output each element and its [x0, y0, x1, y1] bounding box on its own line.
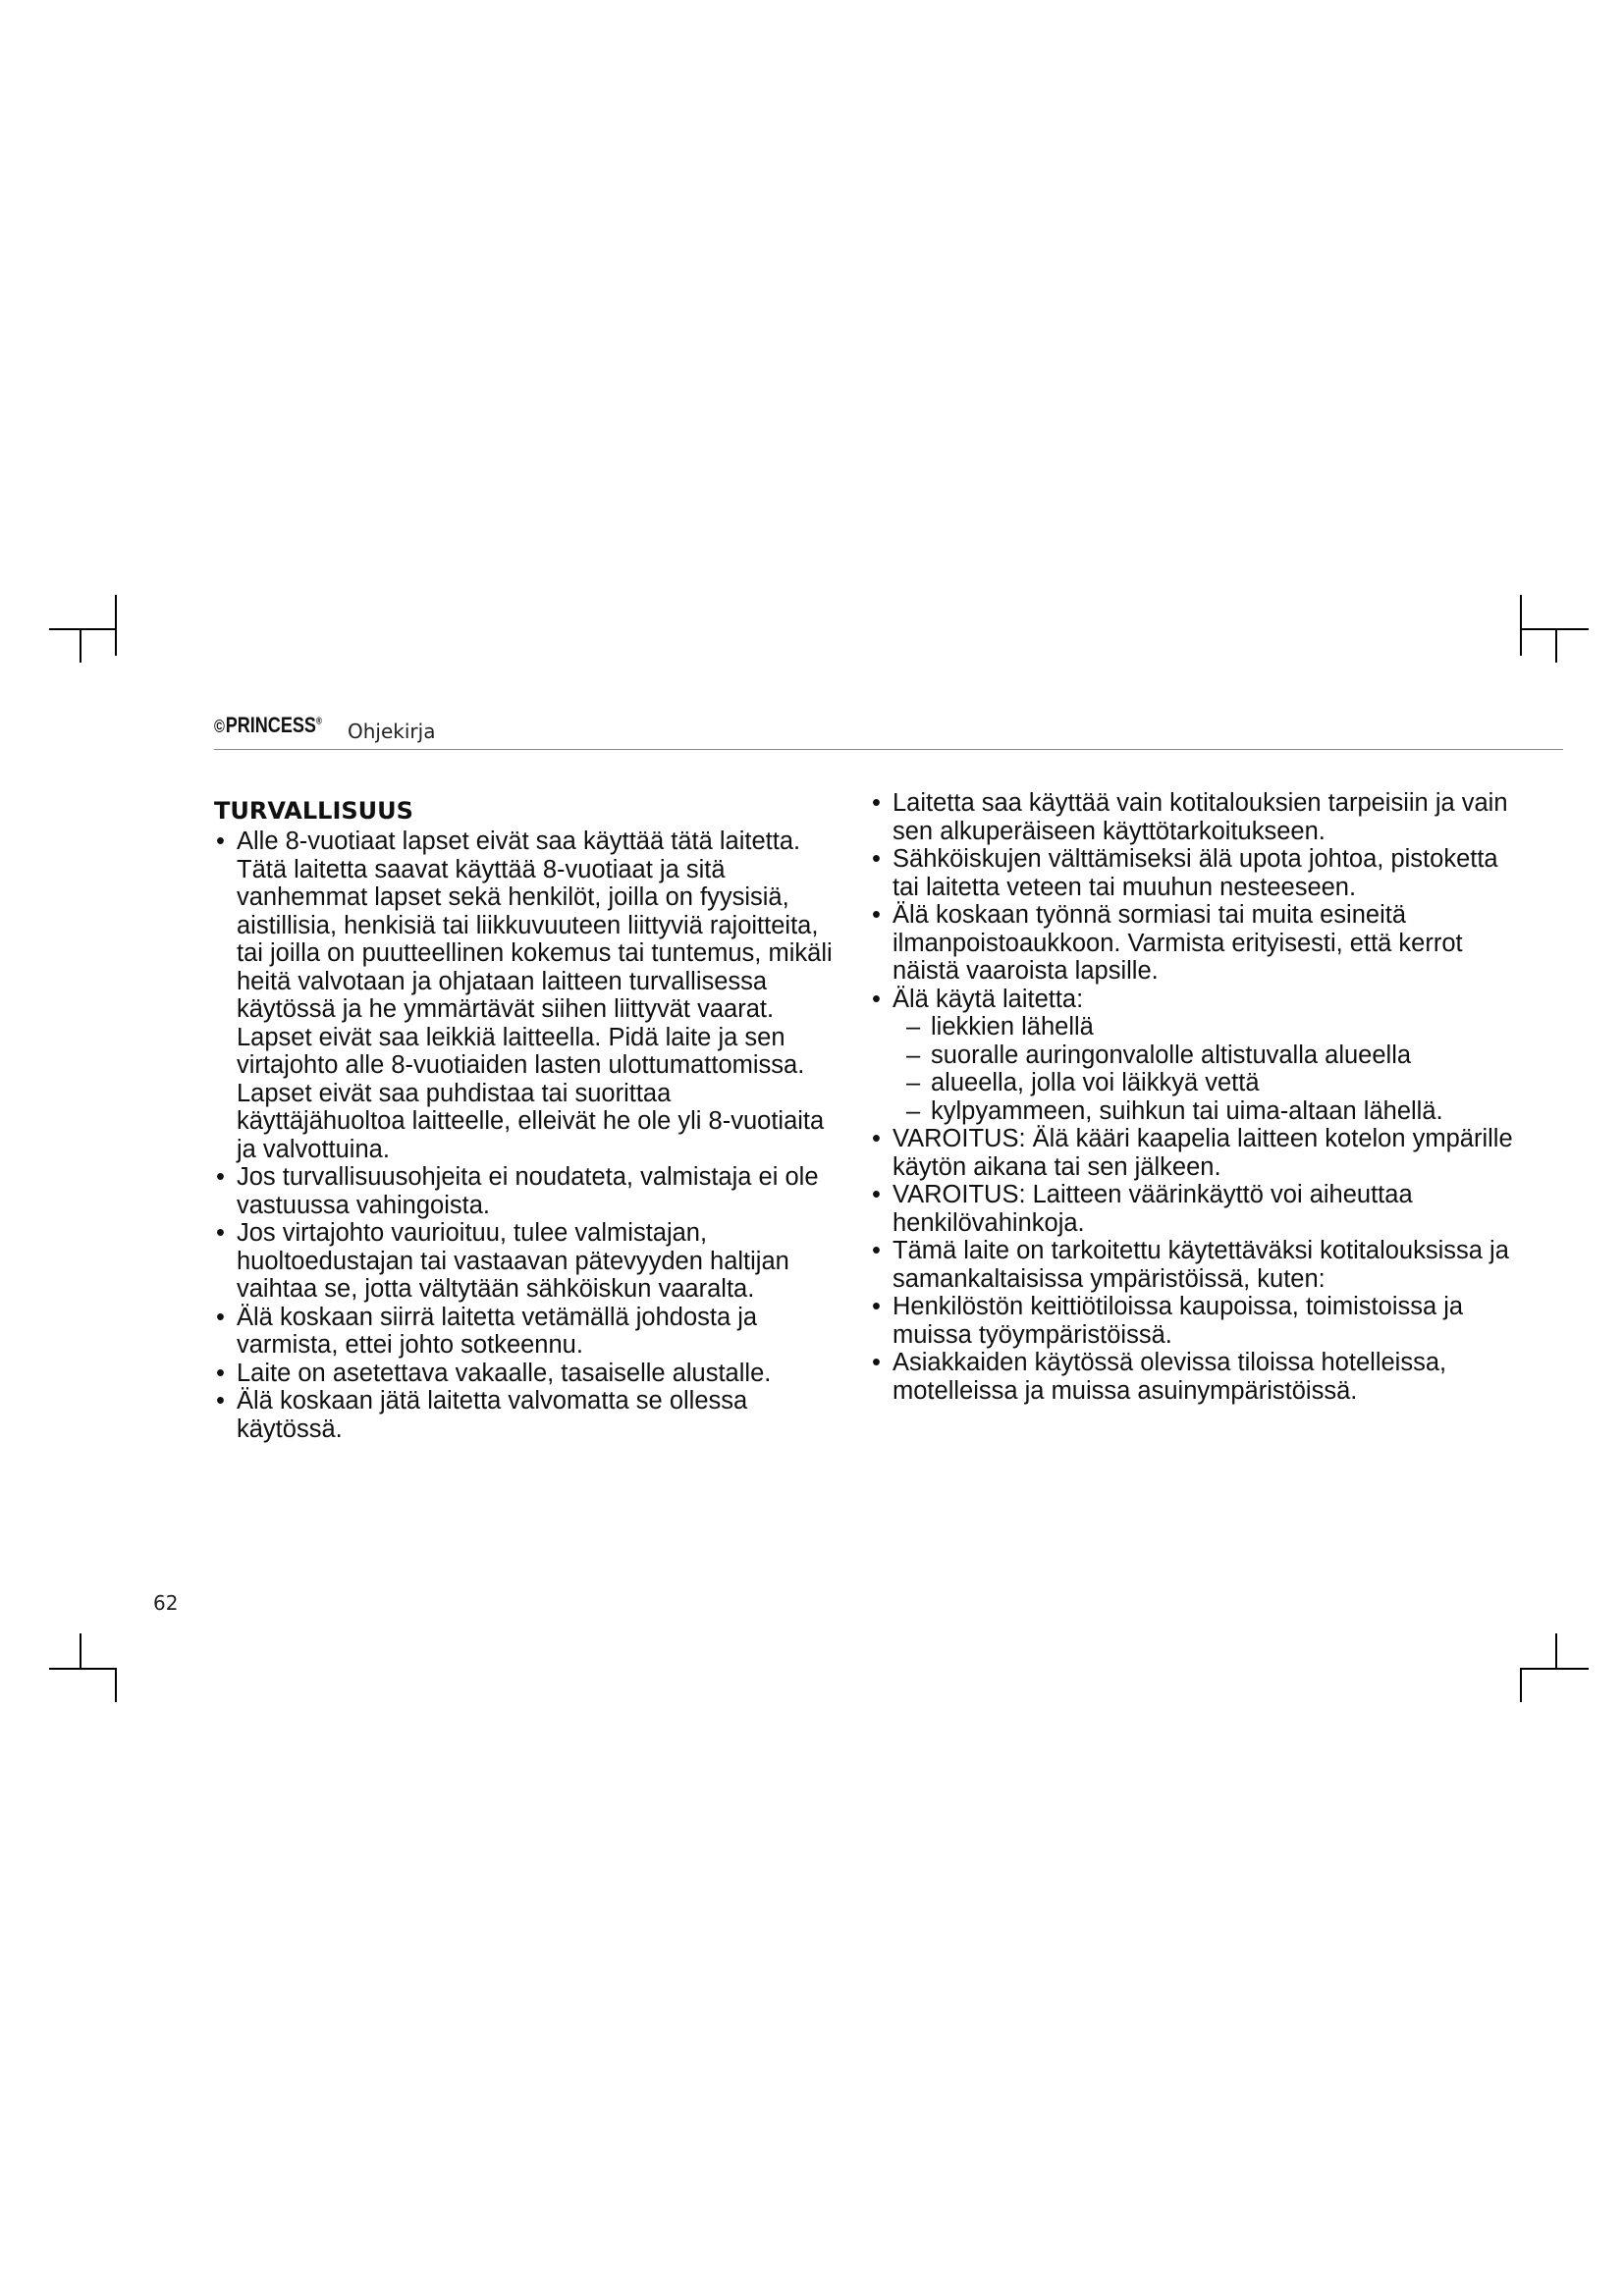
manual-subtitle: Ohjekirja	[348, 720, 436, 743]
crop-mark	[80, 1633, 81, 1668]
list-item: • VAROITUS: Laitteen väärinkäyttö voi aiheuttaa henkilövahinkoja.	[870, 1181, 1518, 1237]
crop-mark	[49, 628, 116, 630]
right-column	[870, 789, 1518, 1405]
brand-logo	[214, 713, 322, 738]
crop-mark	[1555, 1633, 1557, 1668]
list-item: • Älä koskaan työnnä sormiasi tai muita esineitä ilmanpoistoaukkoon. Varmista erityisesti, että kerrot näistä vaaroista lapsille.	[870, 901, 1518, 986]
crop-mark	[1520, 628, 1589, 630]
list-item: • Henkilöstön keittiötiloissa kaupoissa, toimistoissa ja muissa työympäristöissä.	[870, 1293, 1518, 1349]
page-header	[214, 709, 1563, 744]
brand-name: PRINCESS	[225, 713, 316, 737]
crop-mark	[1520, 1668, 1522, 1702]
sublist-item: – alueella, jolla voi läikkyä vettä	[893, 1069, 1518, 1097]
crop-mark	[49, 1668, 116, 1670]
header-divider	[214, 749, 1563, 750]
left-column	[214, 797, 842, 1443]
list-item: • Asiakkaiden käytössä olevissa tiloissa hotelleissa, motelleissa ja muissa asuinympäristöissä.	[870, 1349, 1518, 1405]
crop-mark	[80, 628, 81, 663]
sublist-item: – liekkien lähellä	[893, 1013, 1518, 1041]
list-item: • Laitetta saa käyttää vain kotitalouksien tarpeisiin ja vain sen alkuperäiseen käyttötarkoitukseen.	[870, 789, 1518, 845]
list-item-dont-use	[870, 986, 1518, 1126]
crop-mark	[1555, 628, 1557, 663]
safety-list-right	[870, 789, 1518, 1405]
brand-mark-icon: ©	[214, 717, 225, 736]
page-number: 62	[153, 1591, 179, 1615]
crop-mark	[1520, 595, 1522, 656]
crop-mark	[115, 595, 117, 656]
list-item: • Tämä laite on tarkoitettu käytettäväksi kotitalouksissa ja samankaltaisissa ympäristöissä, kuten:	[870, 1237, 1518, 1293]
section-title: TURVALLISUUS	[214, 797, 413, 825]
list-item-label: Älä käytä laitetta:	[893, 985, 1084, 1013]
brand-trademark: ®	[315, 716, 322, 727]
list-item: • Älä koskaan siirrä laitetta vetämällä johdosta ja varmista, ettei johto sotkeennu.	[214, 1304, 842, 1360]
sublist-item: – suoralle auringonvalolle altistuvalla alueella	[893, 1041, 1518, 1070]
crop-mark	[115, 1668, 117, 1702]
list-item: • Jos turvallisuusohjeita ei noudateta, valmistaja ei ole vastuussa vahingoista.	[214, 1163, 842, 1219]
sublist	[893, 1013, 1518, 1125]
safety-list-left	[214, 828, 842, 1443]
list-item: • Sähköiskujen välttämiseksi älä upota johtoa, pistoketta tai laitetta veteen tai muuhun nesteeseen.	[870, 845, 1518, 901]
list-item: • Älä koskaan jätä laitetta valvomatta se ollessa käytössä.	[214, 1387, 842, 1443]
list-item: • Jos virtajohto vaurioituu, tulee valmistajan, huoltoedustajan tai vastaavan pätevyyden haltijan vaihtaa se, jotta vältytään sähköiskun vaaralta.	[214, 1219, 842, 1304]
crop-mark	[1520, 1668, 1589, 1670]
list-item: • VAROITUS: Älä kääri kaapelia laitteen kotelon ympärille käytön aikana tai sen jälkeen.	[870, 1125, 1518, 1181]
sublist-item: – kylpyammeen, suihkun tai uima-altaan lähellä.	[893, 1097, 1518, 1126]
list-item: • Alle 8-vuotiaat lapset eivät saa käyttää tätä laitetta. Tätä laitetta saavat käyttää 8-vuotiaat ja sitä vanhemmat lapset sekä henkilöt, joilla on fyysisiä, aistillisia, henkisiä tai liikkuvuuteen liittyviä rajoitteita, tai joilla on puutteellinen kokemus tai tuntemus, mikäli heitä valvotaan ja ohjataan laitteen turvallisessa käytössä ja he ymmärtävät siihen liittyvät vaarat. Lapset eivät saa leikkiä laitteella. Pidä laite ja sen virtajohto alle 8-vuotiaiden lasten ulottumattomissa. Lapset eivät saa puhdistaa tai suorittaa käyttäjähuoltoa laitteelle, elleivät he ole yli 8-vuotiaita ja valvottuina.	[214, 828, 842, 1163]
list-item: • Laite on asetettava vakaalle, tasaiselle alustalle.	[214, 1360, 842, 1388]
